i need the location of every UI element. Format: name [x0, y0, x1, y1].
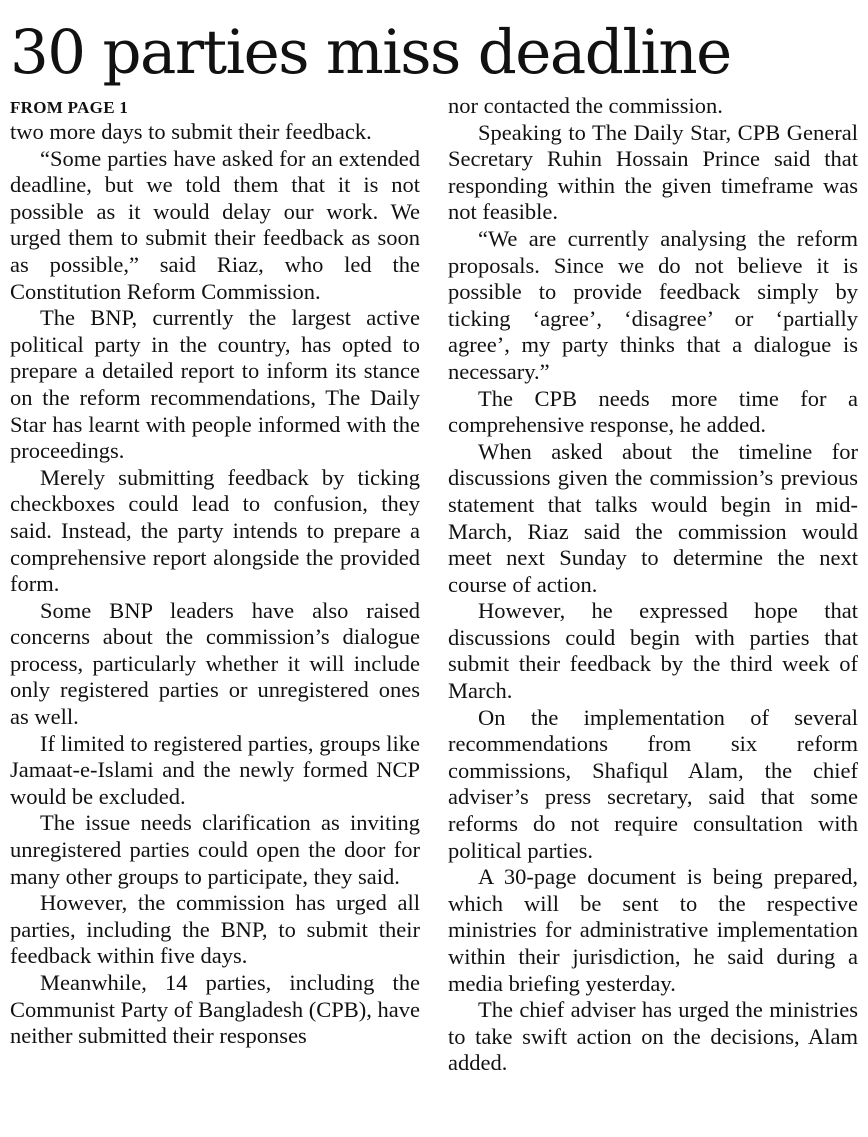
paragraph: A 30-page document is being prepared, which will be sent to the respective ministries for administrative implementation within their jurisdiction, he said during a media briefing yesterday.: [448, 864, 858, 996]
paragraph: Some BNP leaders have also raised concerns about the commission’s dialogue process, particularly whether it will include only registered parties or unregistered ones as well.: [10, 597, 420, 730]
paragraph: Speaking to The Daily Star, CPB General Secretary Ruhin Hossain Prince said that responding within the given timeframe was not feasible.: [448, 119, 858, 225]
paragraph: The issue needs clarification as inviting unregistered parties could open the door for many other groups to participate, they said.: [10, 810, 420, 889]
paragraph: “We are currently analysing the reform proposals. Since we do not believe it is possible to provide feedback simply by ticking ‘agree’, ‘disagree’ or ‘partially agree’, my party thinks that a dialogue is necessary.”: [448, 225, 858, 384]
article-column-left: [10, 119, 420, 1050]
paragraph: nor contacted the commission.: [448, 93, 723, 118]
article-column-right: [448, 93, 858, 1077]
paragraph: two more days to submit their feedback.: [10, 119, 372, 144]
paragraph: The chief adviser has urged the ministries to take swift action on the decisions, Alam added.: [448, 997, 858, 1076]
paragraph: Meanwhile, 14 parties, including the Communist Party of Bangladesh (CPB), have neither submitted their responses: [10, 970, 420, 1049]
paragraph: The CPB needs more time for a comprehensive response, he added.: [448, 385, 858, 438]
paragraph: When asked about the timeline for discussions given the commission’s previous statement that talks would begin in mid-March, Riaz said the commission would meet next Sunday to determine the next course of action.: [448, 438, 858, 597]
paragraph: However, the commission has urged all parties, including the BNP, to submit their feedback within five days.: [10, 890, 420, 969]
paragraph: However, he expressed hope that discussions could begin with parties that submit their feedback by the third week of March.: [448, 598, 858, 704]
headline: 30 parties miss deadline: [10, 17, 731, 88]
paragraph: Merely submitting feedback by ticking checkboxes could lead to confusion, they said. Instead, the party intends to prepare a comprehensive report alongside the provided form.: [10, 464, 420, 597]
paragraph: “Some parties have asked for an extended deadline, but we told them that it is not possible as it would delay our work. We urged them to submit their feedback as soon as possible,” said Riaz, who led the Constitution Reform Commission.: [10, 145, 420, 304]
jump-label: FROM PAGE 1: [10, 98, 129, 117]
paragraph: The BNP, currently the largest active political party in the country, has opted to prepare a detailed report to inform its stance on the reform recommendations, The Daily Star has learnt with people informed with the proceedings.: [10, 305, 420, 464]
paragraph: If limited to registered parties, groups like Jamaat-e-Islami and the newly formed NCP would be excluded.: [10, 730, 420, 809]
paragraph: On the implementation of several recommendations from six reform commissions, Shafiqul Alam, the chief adviser’s press secretary, said that some reforms do not require consultation with political parties.: [448, 704, 858, 863]
